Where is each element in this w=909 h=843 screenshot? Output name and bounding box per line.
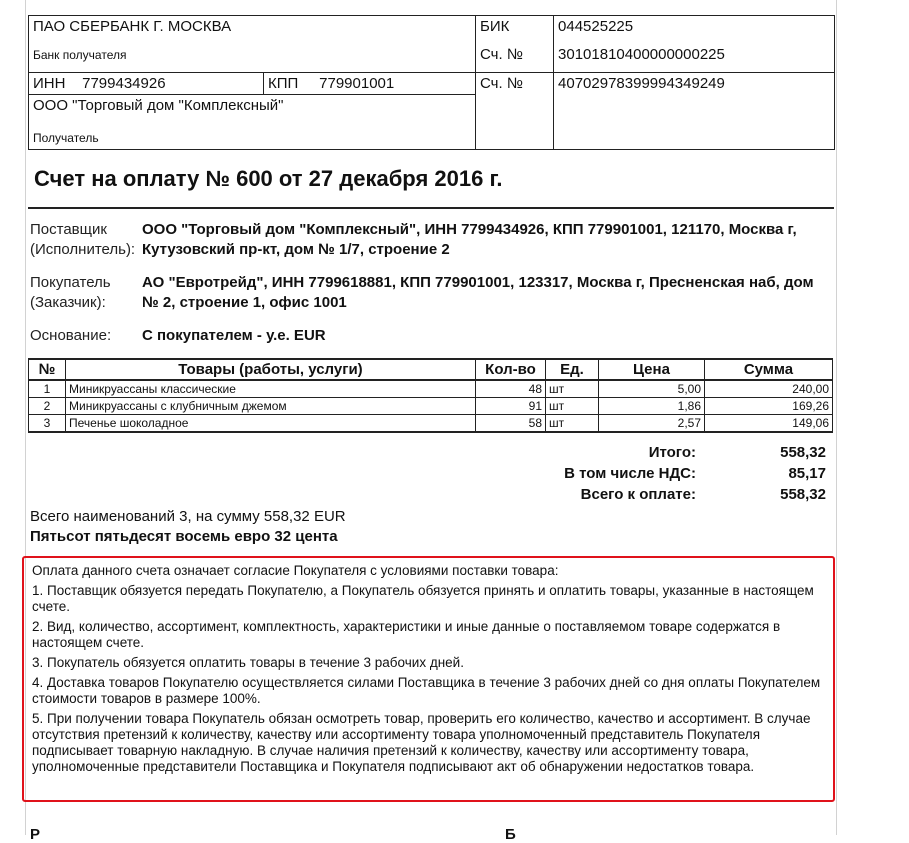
basis-block [30, 326, 834, 348]
terms-item-3: 3. Покупатель обязуется оплатить товары в течение 3 рабочих дней. [32, 655, 464, 670]
col-price-header: Цена [599, 359, 705, 380]
due-value: 558,32 [780, 486, 826, 503]
row-number: 2 [29, 398, 66, 415]
items-count-summary: Всего наименований 3, на сумму 558,32 EUR [30, 508, 346, 525]
col-number-header: № [29, 359, 66, 380]
amount-in-words: Пятьсот пятьдесят восемь евро 32 цента [30, 528, 338, 545]
row-sum: 169,26 [705, 398, 833, 415]
kpp-value: 779901001 [319, 75, 395, 92]
col-qty-header: Кол-во [476, 359, 546, 380]
terms-item-2: 2. Вид, количество, ассортимент, комплектность, характеристики и иные данные о поставляемом товаре содержатся в настоящем счете. [32, 619, 781, 650]
due-line [428, 486, 826, 506]
row-price: 5,00 [599, 380, 705, 398]
due-label: Всего к оплате: [580, 486, 696, 503]
supplier-label: Поставщик (Исполнитель): [30, 221, 136, 258]
table-row [29, 398, 833, 415]
supplier-block [30, 220, 834, 262]
receiver-label: Получатель [33, 131, 99, 145]
row-unit: шт [546, 415, 599, 433]
row-price: 2,57 [599, 415, 705, 433]
col-unit-header: Ед. [546, 359, 599, 380]
terms-item-1: 1. Поставщик обязуется передать Покупателю, а Покупатель обязуется принять и оплатить товары, указанные в настоящем счете. [32, 583, 814, 614]
terms-item-4: 4. Доставка товаров Покупателю осуществляется силами Поставщика в течение 3 рабочих дней со дня оплаты Покупателем стоимости товаров в размере 100%. [32, 675, 821, 706]
table-row [29, 380, 833, 398]
kpp-cell [264, 73, 476, 95]
terms-item-5: 5. При получении товара Покупатель обязан осмотреть товар, проверить его количество, качество и ассортимент. В случае отсутствия претензий к количеству, качеству или ассортименту товара уполномоченный представитель Покупателя подписывает товарную накладную. В случае наличия претензий к количеству, качеству или ассортименту товара, уполномоченные представители Поставщика и Покупателя подписывают акт об обнаружении недостатков товара. [32, 711, 811, 774]
row-name: Печенье шоколадное [66, 415, 476, 433]
bank-details-table [28, 15, 835, 150]
basis-value: С покупателем - у.е. EUR [142, 327, 326, 344]
row-number: 3 [29, 415, 66, 433]
supplier-value: ООО "Торговый дом "Комплексный", ИНН 7799434926, КПП 779901001, 121170, Москва г, Кутузовский пр-кт, дом № 1/7, строение 2 [142, 221, 797, 258]
vat-value: 85,17 [788, 465, 826, 482]
goods-table [28, 358, 833, 433]
row-qty: 48 [476, 380, 546, 398]
row-sum: 240,00 [705, 380, 833, 398]
basis-label: Основание: [30, 327, 112, 344]
corr-account-label: Сч. № [476, 44, 554, 73]
inn-label: ИНН [33, 75, 66, 92]
row-name: Миникруассаны классические [66, 380, 476, 398]
vat-line [428, 465, 826, 485]
page-right-border [836, 0, 837, 835]
row-qty: 91 [476, 398, 546, 415]
col-goods-header: Товары (работы, услуги) [66, 359, 476, 380]
row-name: Миникруассаны с клубничным джемом [66, 398, 476, 415]
corr-account-value: 30101810400000000225 [554, 44, 835, 73]
goods-header-row [29, 359, 833, 380]
buyer-block [30, 273, 834, 315]
total-value: 558,32 [780, 444, 826, 461]
receiver-name: ООО "Торговый дом "Комплексный" [33, 97, 284, 114]
row-qty: 58 [476, 415, 546, 433]
buyer-value: АО "Евротрейд", ИНН 7799618881, КПП 779901001, 123317, Москва г, Пресненская наб, дом № 2, строение 1, офис 1001 [142, 274, 814, 311]
inn-cell [29, 73, 264, 95]
terms-intro: Оплата данного счета означает согласие Покупателя с условиями поставки товара: [32, 563, 559, 578]
row-price: 1,86 [599, 398, 705, 415]
total-label: Итого: [648, 444, 696, 461]
bik-value: 044525225 [554, 16, 835, 45]
bank-name: ПАО СБЕРБАНК Г. МОСКВА [33, 18, 232, 35]
vat-label: В том числе НДС: [564, 465, 696, 482]
inn-value: 7799434926 [82, 75, 166, 92]
kpp-label: КПП [268, 75, 299, 92]
col-sum-header: Сумма [705, 359, 833, 380]
footer-cut-left: Р [30, 826, 41, 843]
row-unit: шт [546, 380, 599, 398]
row-unit: шт [546, 398, 599, 415]
table-row [29, 415, 833, 433]
footer-cut-right: Б [505, 826, 516, 843]
bank-name-cell [29, 16, 476, 73]
invoice-title: Счет на оплату № 600 от 27 декабря 2016 г. [34, 166, 503, 191]
buyer-label: Покупатель (Заказчик): [30, 274, 111, 311]
title-divider [28, 207, 834, 209]
row-number: 1 [29, 380, 66, 398]
account-label: Сч. № [476, 73, 554, 150]
payment-terms-box [22, 556, 835, 802]
total-line [428, 444, 826, 464]
row-sum: 149,06 [705, 415, 833, 433]
account-value: 40702978399994349249 [554, 73, 835, 150]
receiver-bank-label: Банк получателя [33, 48, 127, 62]
receiver-cell [29, 95, 476, 150]
bik-label: БИК [476, 16, 554, 45]
